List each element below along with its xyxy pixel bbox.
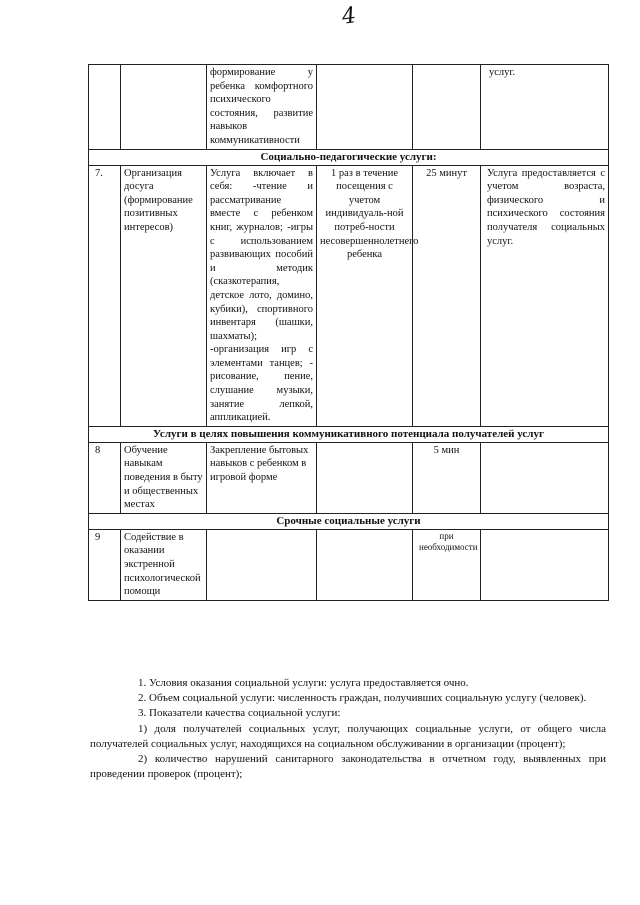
cell-frequency: 1 раз в течение посещения с учетом индивидуаль-ной потреб-ности несовершеннолетнего ребенка bbox=[317, 165, 413, 426]
cell-time: при необходимости bbox=[413, 529, 481, 600]
table-row bbox=[89, 529, 609, 600]
table-row bbox=[89, 65, 609, 150]
table-row bbox=[89, 165, 609, 426]
cell-conditions bbox=[481, 529, 609, 600]
cell-conditions bbox=[481, 442, 609, 513]
cell-frequency bbox=[317, 442, 413, 513]
cell-content: формирование у ребенка комфортного психического состояния, развитие навыков коммуникативности bbox=[207, 65, 317, 150]
note-conditions: 1. Условия оказания социальной услуги: услуга предоставляется очно. bbox=[138, 677, 469, 689]
cell-conditions: услуг. bbox=[481, 65, 609, 150]
cell-content: Услуга включает в себя: -чтение и рассматривание вместе с ребенком книг, журналов; -игры с использованием развивающих пособий и методик (сказкотерапия, детское лото, домино, кубики), спортивного инвентаря (шашки, шахматы); -организация игр с элементами танцев; - рисование, пение, слушание музыки, занятие лепкой, аппликацией. bbox=[207, 165, 317, 426]
cell-num: 9 bbox=[89, 529, 121, 600]
section-heading-communicative: Услуги в целях повышения коммуникативного потенциала получателей услуг bbox=[89, 426, 609, 442]
section-row bbox=[89, 513, 609, 529]
note-volume: 2. Объем социальной услуги: численность граждан, получивших социальную услугу (человек). bbox=[138, 692, 587, 705]
services-table bbox=[88, 64, 609, 601]
cell-content bbox=[207, 529, 317, 600]
cell-num bbox=[89, 65, 121, 150]
cell-name: Обучение навыкам поведения в быту и общественных местах bbox=[121, 442, 207, 513]
section-row bbox=[89, 149, 609, 165]
table-row bbox=[89, 442, 609, 513]
section-heading-urgent: Срочные социальные услуги bbox=[89, 513, 609, 529]
cell-name: Организация досуга (формирование позитивных интересов) bbox=[121, 165, 207, 426]
note-quality-heading: 3. Показатели качества социальной услуги: bbox=[138, 707, 341, 720]
note-quality-violations: 2) количество нарушений санитарного законодательства в отчетном году, выявленных при проведении проверок (процент); bbox=[90, 753, 606, 781]
cell-time bbox=[413, 65, 481, 150]
cell-time: 5 мин bbox=[413, 442, 481, 513]
cell-frequency bbox=[317, 529, 413, 600]
cell-num: 8 bbox=[89, 442, 121, 513]
section-row bbox=[89, 426, 609, 442]
cell-conditions: Услуга предоставляется с учетом возраста, физического и психического состояния получателя социальных услуг. bbox=[481, 165, 609, 426]
cell-frequency bbox=[317, 65, 413, 150]
cell-num: 7. bbox=[89, 165, 121, 426]
page-number: 4 bbox=[340, 3, 358, 30]
note-quality-share: 1) доля получателей социальных услуг, получающих социальные услуги, от общего числа получателей социальных услуг, находящихся на социальном обслуживании в организации (процент); bbox=[90, 722, 606, 750]
section-heading-social-pedagogical: Социально-педагогические услуги: bbox=[89, 149, 609, 165]
cell-name bbox=[121, 65, 207, 150]
cell-name: Содействие в оказании экстренной психологической помощи bbox=[121, 529, 207, 600]
cell-time: 25 минут bbox=[413, 165, 481, 426]
cell-content: Закрепление бытовых навыков с ребенком в игровой форме bbox=[207, 442, 317, 513]
notes-section bbox=[90, 676, 606, 782]
